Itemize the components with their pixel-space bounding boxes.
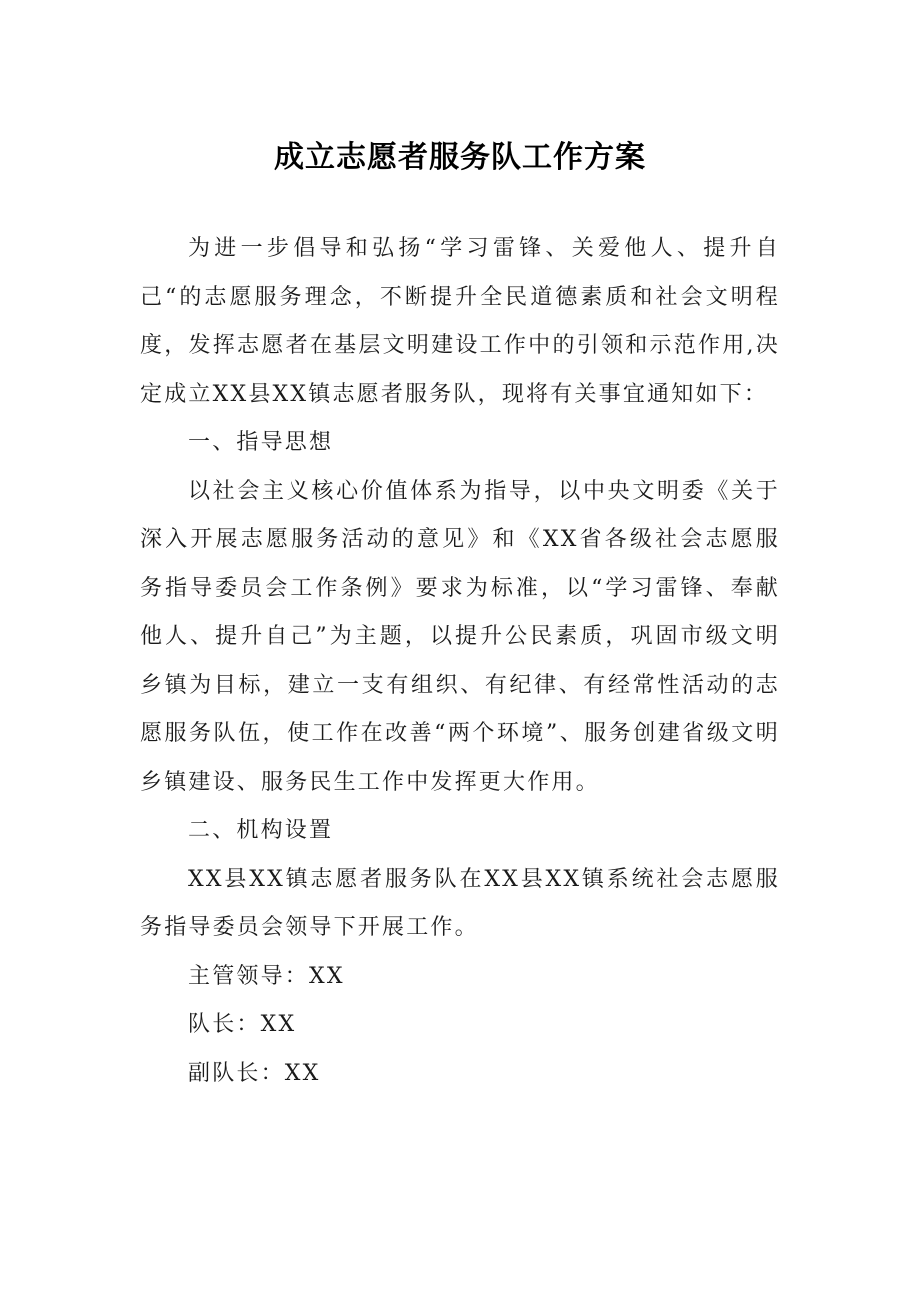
- intro-paragraph: 为进一步倡导和弘扬“学习雷锋、关爱他人、提升自己“的志愿服务理念，不断提升全民道德素质和社会文明程度，发挥志愿者在基层文明建设工作中的引领和示范作用,决定成立XX县XX镇志愿者服务队，现将有关事宜通知如下：: [140, 236, 780, 407]
- section-heading-guiding-ideology: 一、指导思想: [188, 430, 334, 455]
- captain-line: 队长：XX: [188, 1012, 297, 1037]
- vice-captain-line: 副队长：XX: [188, 1060, 321, 1086]
- document-title: 成立志愿者服务队工作方案: [274, 140, 646, 175]
- section-heading-organization: 二、机构设置: [188, 818, 334, 843]
- leader-line: 主管领导：XX: [188, 963, 345, 989]
- document-body: [140, 225, 780, 1098]
- organization-paragraph: XX县XX镇志愿者服务队在XX县XX镇系统社会志愿服务指导委员会领导下开展工作。: [140, 866, 780, 940]
- guiding-ideology-paragraph: 以社会主义核心价值体系为指导，以中央文明委《关于深入开展志愿服务活动的意见》和《XX省各级社会志愿服务指导委员会工作条例》要求为标准，以“学习雷锋、奉献他人、提升自己”为主题，以提升公民素质，巩固市级文明乡镇为目标，建立一支有组织、有纪律、有经常性活动的志愿服务队伍，使工作在改善“两个环境”、服务创建省级文明乡镇建设、服务民生工作中发挥更大作用。: [140, 478, 780, 795]
